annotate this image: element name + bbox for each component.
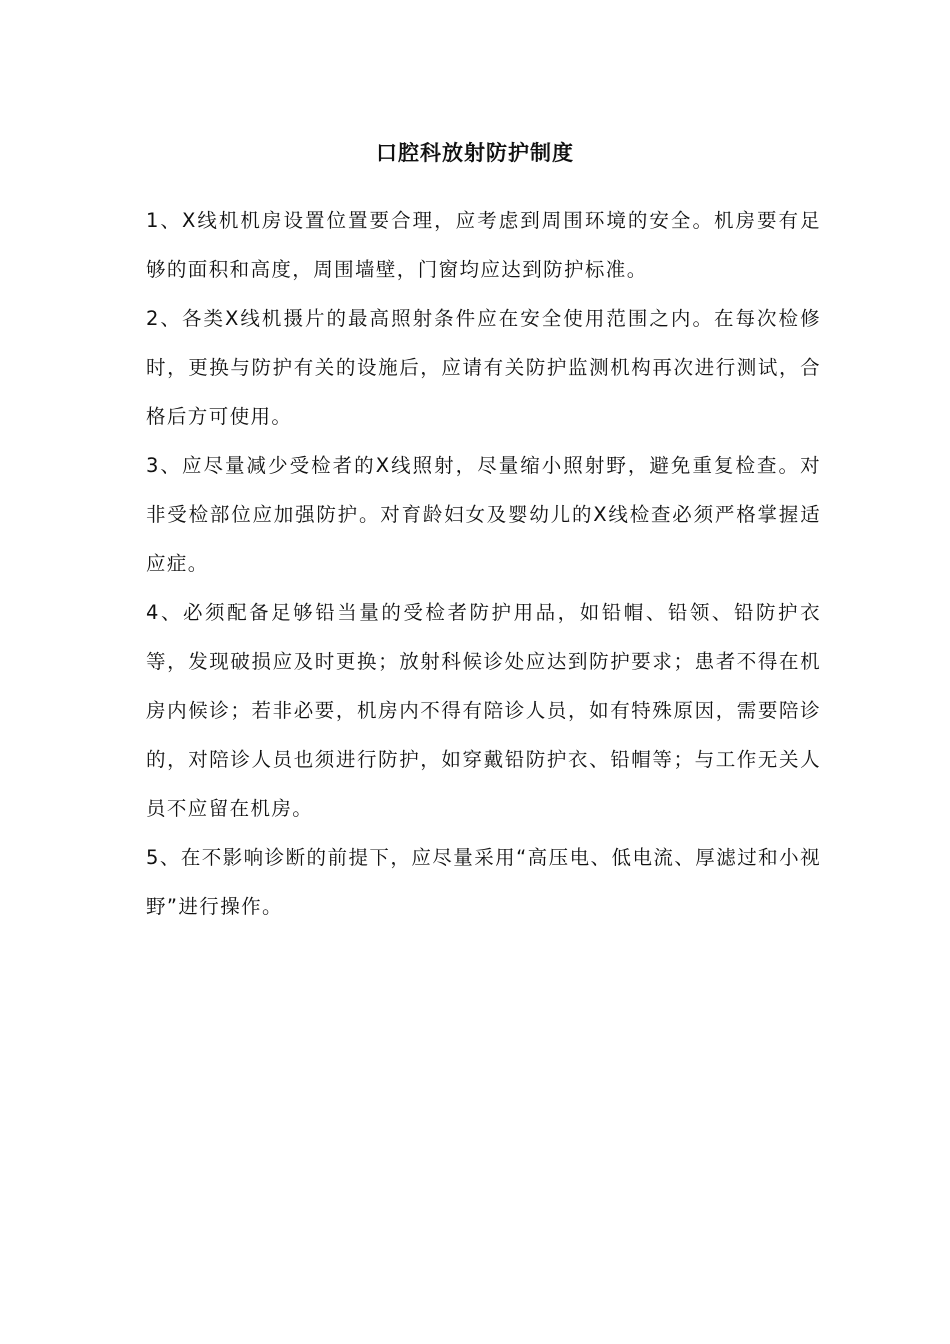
clause-item: 3、应尽量减少受检者的X线照射，尽量缩小照射野，避免重复检查。对非受检部位应加强防护。对育龄妇女及婴幼儿的X线检查必须严格掌握适应症。 bbox=[146, 454, 821, 575]
clause-item: 1、X线机机房设置位置要合理，应考虑到周围环境的安全。机房要有足够的面积和高度，周围墙壁，门窗均应达到防护标准。 bbox=[146, 209, 821, 281]
clause-item: 4、必须配备足够铅当量的受检者防护用品，如铅帽、铅领、铅防护衣等，发现破损应及时更换；放射科候诊处应达到防护要求；患者不得在机房内候诊；若非必要，机房内不得有陪诊人员，如有特殊原因，需要陪诊的，对陪诊人员也须进行防护，如穿戴铅防护衣、铅帽等；与工作无关人员不应留在机房。 bbox=[146, 601, 821, 820]
document-title: 口腔科放射防护制度 bbox=[376, 141, 574, 165]
clause-item: 2、各类X线机摄片的最高照射条件应在安全使用范围之内。在每次检修时，更换与防护有关的设施后，应请有关防护监测机构再次进行测试，合格后方可使用。 bbox=[146, 307, 821, 428]
clause-list bbox=[146, 196, 821, 931]
clause-item: 5、在不影响诊断的前提下，应尽量采用“高压电、低电流、厚滤过和小视野”进行操作。 bbox=[146, 846, 821, 918]
